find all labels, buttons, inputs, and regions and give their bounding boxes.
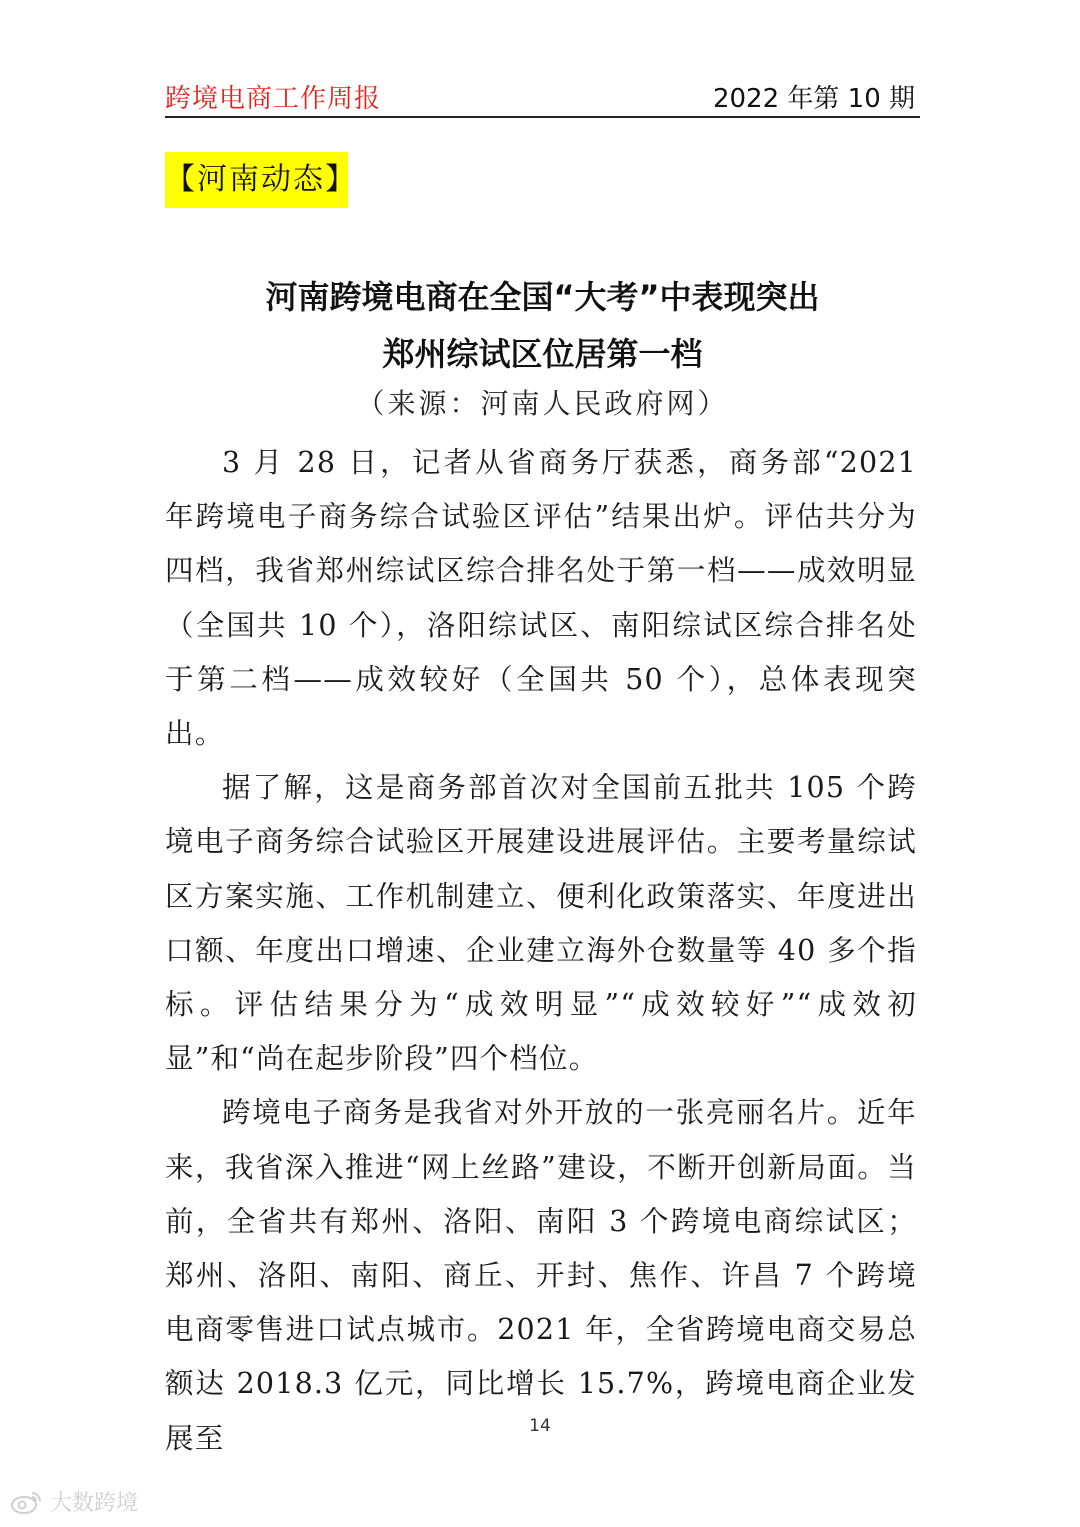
article-title-line1: 河南跨境电商在全国“大考”中表现突出 [265, 278, 820, 316]
paragraph-3: 跨境电子商务是我省对外开放的一张亮丽名片。近年来，我省深入推进“网上丝路”建设，不断开创新局面。当前，全省共有郑州、洛阳、南阳 3 个跨境电商综试区；郑州、洛阳、南阳、商丘、开封、焦作、许昌 7 个跨境电商零售进口试点城市。2021 年，全省跨境电商交易总额达 2018.3 亿元，同比增长 15.7%，跨境电商企业发展至 [165, 1096, 917, 1455]
watermark [10, 1486, 138, 1517]
header-divider [165, 116, 920, 118]
weibo-logo-icon [10, 1489, 44, 1515]
article-source: （来源：河南人民政府网） [356, 387, 729, 420]
watermark-text: 大数跨境 [50, 1491, 139, 1516]
page-number: 14 [529, 1416, 551, 1436]
article-body [165, 436, 917, 1466]
article-title-line2: 郑州综试区位居第一档 [382, 335, 703, 373]
paragraph-1: 3 月 28 日，记者从省商务厅获悉，商务部“2021 年跨境电子商务综合试验区评估”结果出炉。评估共分为四档，我省郑州综试区综合排名处于第一档——成效明显（全国共 10 个），洛阳综试区、南阳综试区综合排名处于第二档——成效较好（全国共 50 个），总体表现突出。 [165, 446, 917, 751]
publication-title: 跨境电商工作周报 [165, 84, 382, 114]
issue-number: 2022 年第 10 期 [712, 84, 915, 114]
paragraph-2: 据了解，这是商务部首次对全国前五批共 105 个跨境电子商务综合试验区开展建设进展评估。主要考量综试区方案实施、工作机制建立、便利化政策落实、年度进出口额、年度出口增速、企业建立海外仓数量等 40 多个指标。评估结果分为“成效明显”“成效较好”“成效初显”和“尚在起步阶段”四个档位。 [165, 771, 917, 1076]
section-tag: 【河南动态】 [165, 152, 348, 208]
